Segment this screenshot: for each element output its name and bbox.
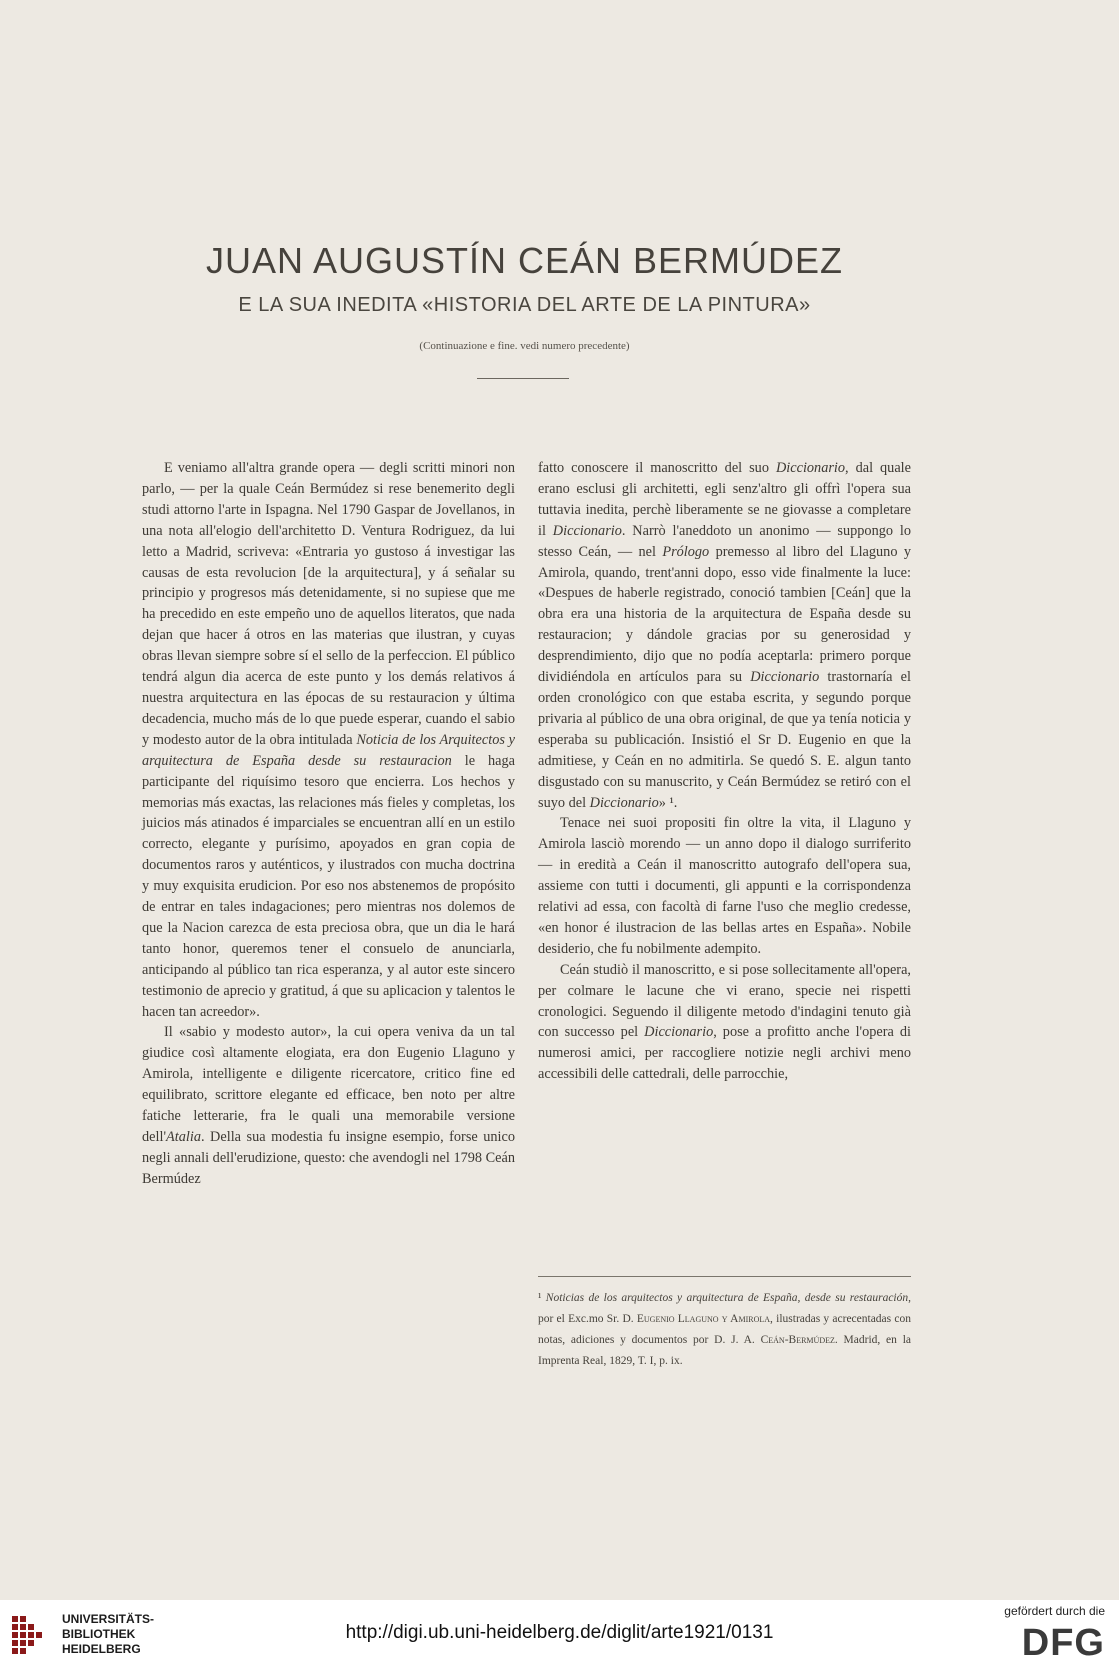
footnote-divider (538, 1276, 911, 1277)
source-url-link[interactable]: http://digi.ub.uni-heidelberg.de/diglit/arte1921/0131 (345, 1622, 774, 1643)
left-paragraph-2: Il «sabio y modesto autor», la cui opera veniva da un tal giudice così altamente elogiata, era don Eugenio Llaguno y Amirola, intelligente e diligente ricercatore, critico fine ed equilibrato, scrittore elegante ed efficace, ben noto per altre fatiche letterarie, fra le quali una memorabile versione dell'Atalia. Della sua modestia fu insigne esempio, forse unico negli annali dell'erudizione, questo: che avendogli nel 1798 Ceán Bermúdez (142, 1024, 515, 1187)
right-column (538, 458, 911, 1085)
right-paragraph-3: Ceán studiò il manoscritto, e si pose sollecitamente all'opera, per colmare le lacune che vi erano, specie nei rispetti cronologici. Seguendo il diligente metodo d'indagini tenuto già con successo pel Diccionario, pose a profitto anche l'opera di numerosi amici, per raccogliere notizie negli archivi meno accessibili delle cattedrali, delle parrocchie, (538, 961, 911, 1083)
dfg-logo[interactable]: DFG (1021, 1622, 1105, 1664)
footer-bar (0, 1600, 1119, 1673)
funding-note: gefördert durch die (1004, 1604, 1105, 1618)
italic-title: Atalia (166, 1129, 201, 1145)
page-subtitle: E LA SUA INEDITA «HISTORIA DEL ARTE DE LA PINTURA» (238, 294, 811, 316)
right-paragraph-2: Tenace nei suoi propositi fin oltre la vita, il Llaguno y Amirola lasciò morendo — un anno dopo il dialogo surriferito — in eredità a Ceán il manoscritto autografo dell'opera sua, assieme con tutti i documenti, gli appunti e la corrispondenza relativi ad essa, con facoltà di farne l'uso che meglio credesse, «en honor é ilustracion de las bellas artes en España». Nobile desiderio, che fu nobilmente adempito. (538, 815, 911, 957)
page-title: JUAN AUGUSTÍN CEÁN BERMÚDEZ (205, 240, 844, 281)
left-column (142, 458, 515, 1190)
title-divider (477, 378, 569, 379)
footnote: ¹ Noticias de los arquitectos y arquitectura de España, desde su restauración, por el Exc.mo Sr. D. Eugenio Llaguno y Amirola, ilustradas y acrecentadas con notas, adiciones y documentos por D. J. A. Ceán-Bermúdez. Madrid, en la Imprenta Real, 1829, T. I, p. ix. (538, 1292, 911, 1367)
italic-title: Noticia de los Arquitectos y arquitectura de España desde su restauracion (142, 731, 515, 769)
continuation-note: (Continuazione e fine. vedi numero precedente) (419, 340, 630, 352)
library-name[interactable]: UNIVERSITÄTS- BIBLIOTHEK HEIDELBERG (62, 1612, 155, 1656)
left-paragraph-1: E veniamo all'altra grande opera — degli scritti minori non parlo, — per la quale Ceán Bermúdez si rese benemerito degli studi attorno l'arte in Ispagna. Nel 1790 Gaspar de Jovellanos, in una nota all'elogio dell'architetto D. Ventura Rodriguez, da lui letto a Madrid, scriveva: «Entraria yo gustoso á investigar las causas de esta revolucion [de la arquitectura], y á señalar su principio y progresos más detenidamente, si no supiese que me ha precedido en este empeño uno de aquellos literatos, que nada dejan que hacer á otros en las materias que ilustran, y cuyas obras llevan siempre sobre sí el sello de la perfeccion. El público tendrá algun dia acerca de este punto y los demás relativos á nuestra arquitectura en las épocas de su restauracion y última decadencia, mucho más de lo que puede esperar, cuando el sabio y modesto autor de la obra intitulada Noticia de los Arquitectos y arquitectura de España desde su restauracion le haga participante del riquísimo tesoro que encierra. Los hechos y memorias más exactas, las relaciones más fieles y completas, los juicios más atinados é imparciales se encuentran allí en un estilo correcto, elegante y purísimo, apoyados en gran copia de documentos raros y auténticos, y ilustrados con mucha doctrina y muy exquisita erudicion. Por eso nos abstenemos de propósito de entrar en tales indagaciones; pero mientras nos dolemos de que la Nacion carezca de esta preciosa obra, que un dia le hará tanto honor, queremos tener el consuelo de anunciarla, anticipando al público tan rica esperanza, y al autor este sincero testimonio de aprecio y gratitud, á que su aplicacion y talentos le hacen tan acreedor». (142, 460, 515, 1020)
right-paragraph-1: fatto conoscere il manoscritto del suo Diccionario, dal quale erano esclusi gli architetti, egli senz'altro gli offrì l'opera sua tuttavia inedita, perchè liberamente se ne giovasse a completare il Diccionario. Narrò l'aneddoto un anonimo — suppongo lo stesso Ceán, — nel Prólogo premesso al libro del Llaguno y Amirola, quando, trent'anni dopo, esso vide finalmente la luce: «Despues de haberle registrado, conoció tambien [Ceán] que la obra era una historia de la arquitectura de España desde su restauracion; y dándole gracias por su generosidad y desprendimiento, dijo que no podía aceptarla: primero porque dividiéndola en artículos para su Diccionario trastornaría el orden cronológico con que estaba escrita, y segundo porque privaria al público de una obra original, de que ya tenía noticia y esperaba su publicación. Insistió el Sr D. Eugenio en que la admitiese, y Ceán en no admitirla. Se quedó S. E. algun tanto disgustado con su manuscrito, y Ceán Bermúdez se retiró con el suyo del Diccionario» ¹. (538, 460, 911, 811)
